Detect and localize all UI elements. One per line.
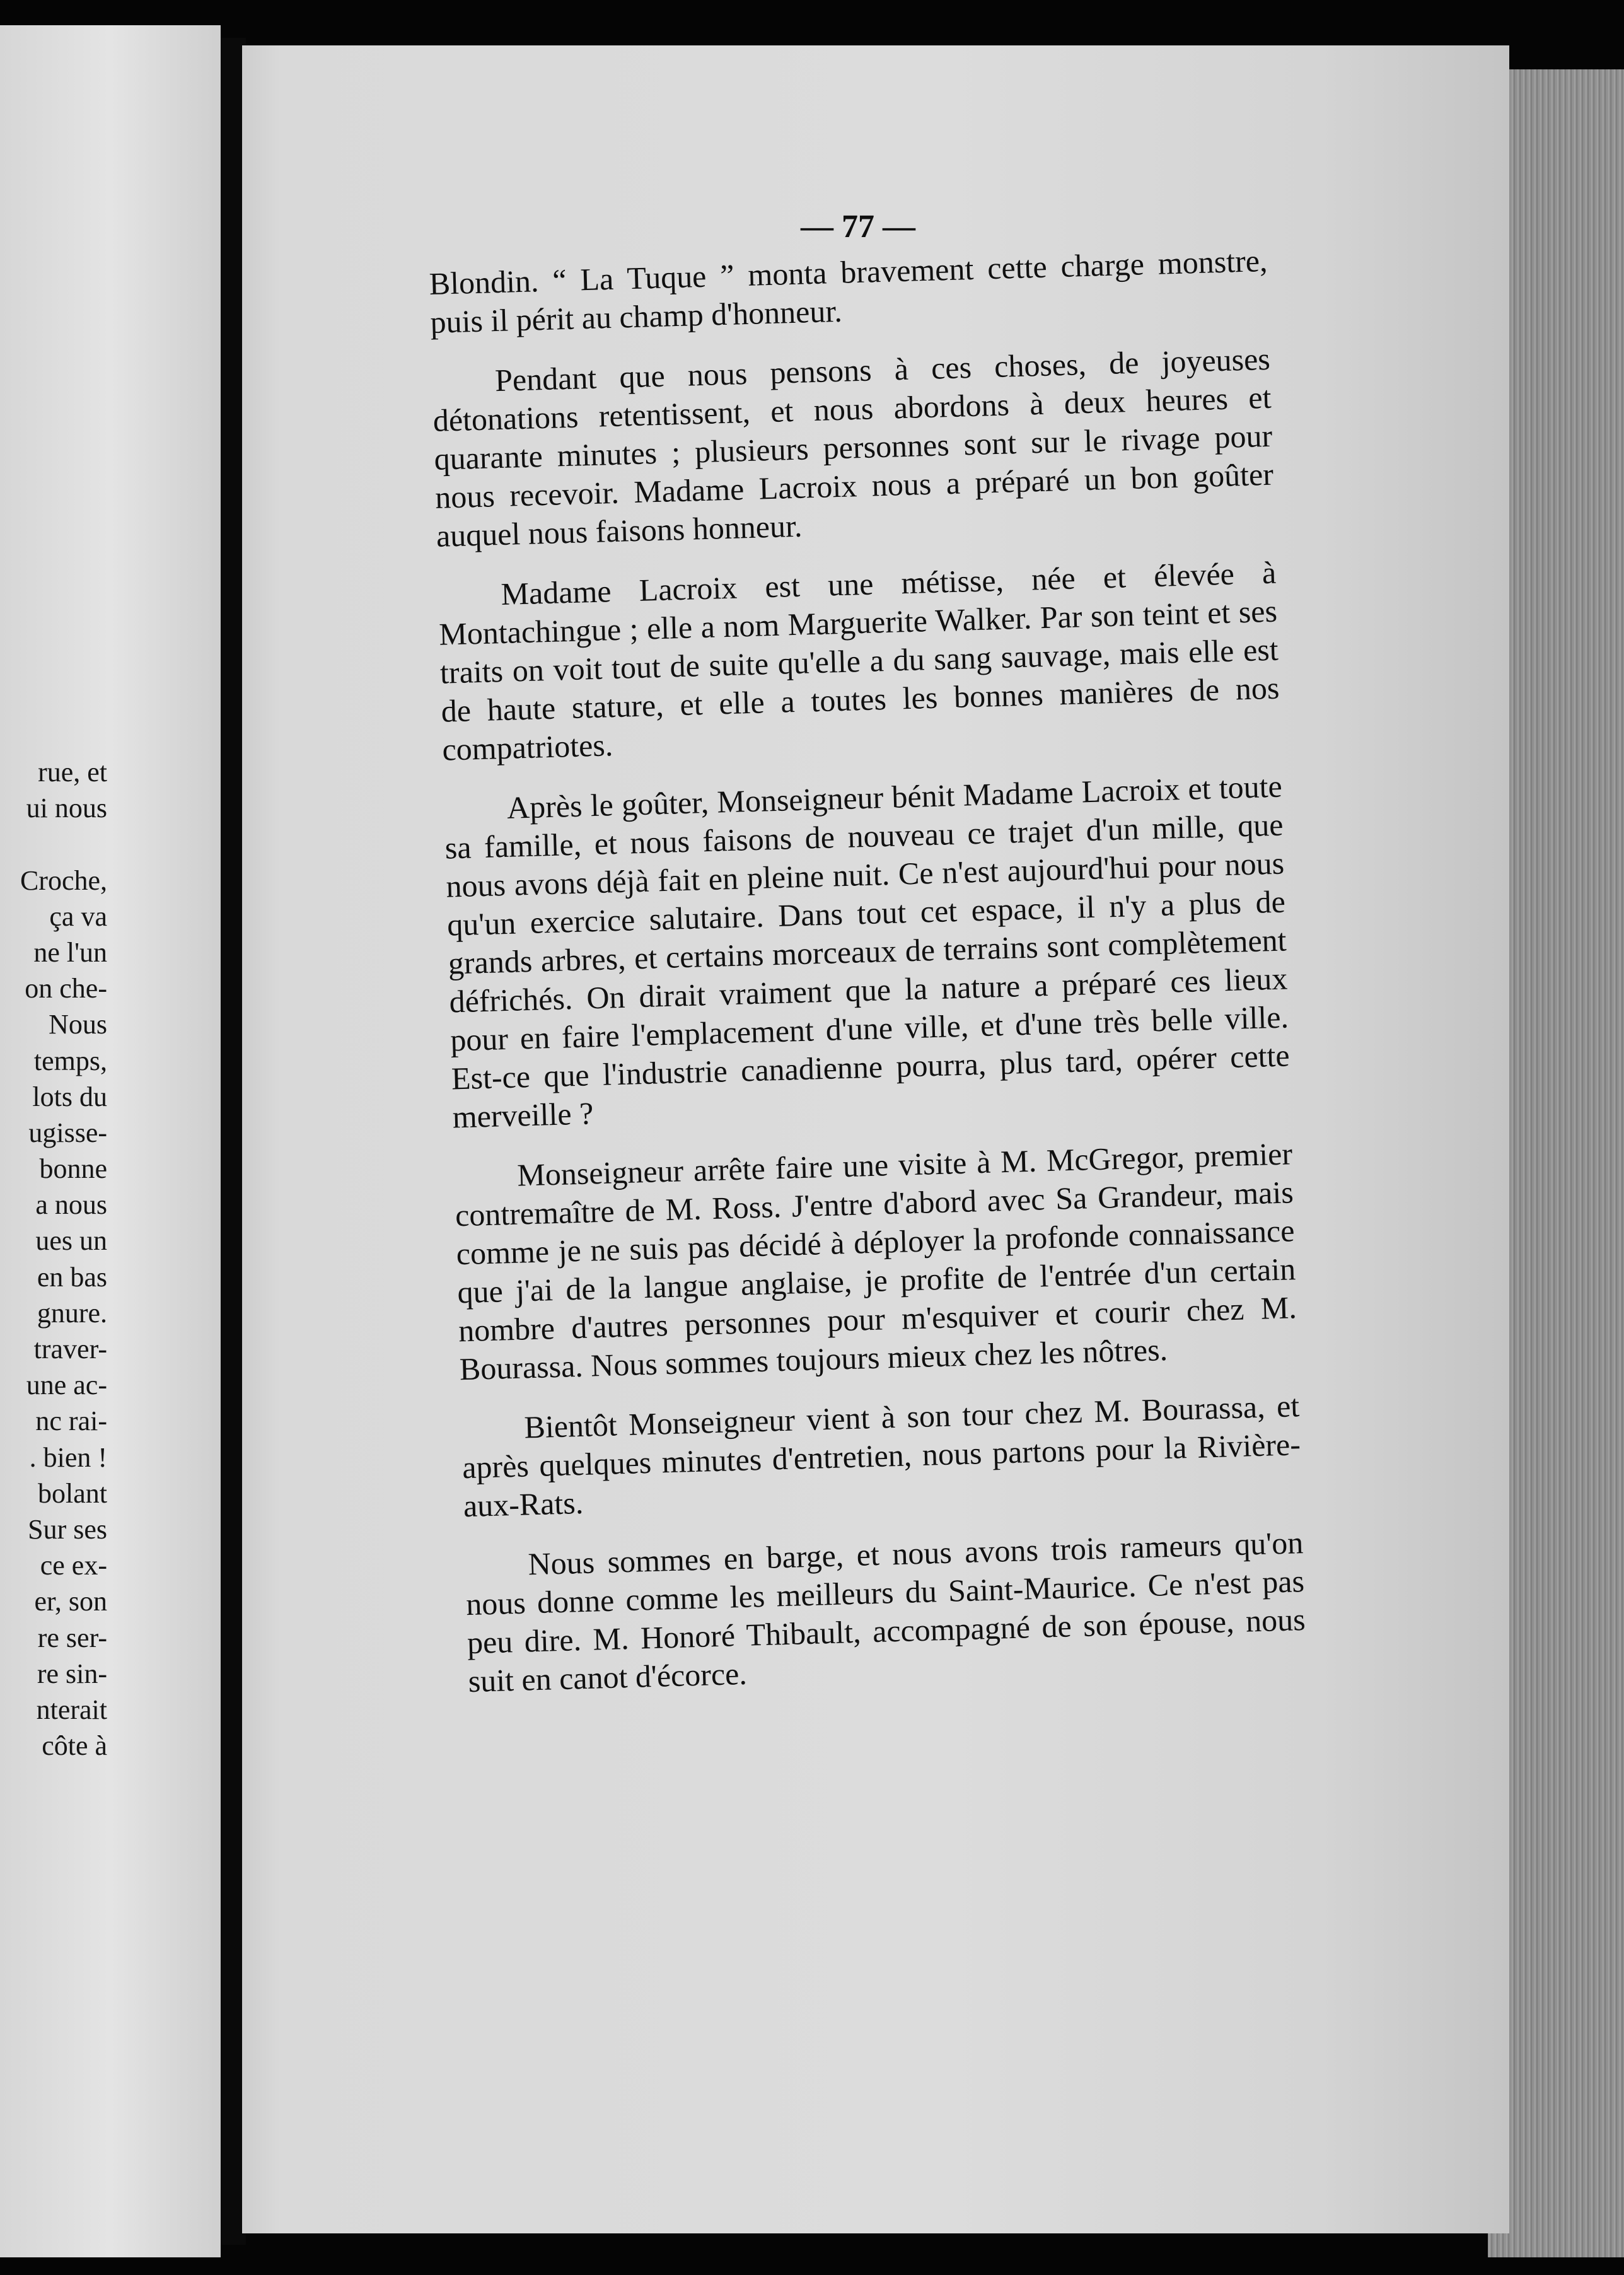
left-fragment-line: on che- [25, 973, 107, 1004]
left-fragment-line: er, son [34, 1586, 107, 1617]
left-fragment-line: traver- [33, 1334, 107, 1364]
left-fragment-line: gnure. [37, 1297, 107, 1329]
left-fragment-line: ui nous [26, 793, 107, 824]
left-fragment-line: Sur ses [28, 1513, 107, 1545]
left-fragment-line: côte à [42, 1730, 107, 1762]
left-page-text-fragments [0, 754, 107, 1764]
left-fragment-line: bonne [39, 1153, 107, 1185]
left-fragment-line: une ac- [26, 1370, 107, 1401]
paragraph: Bientôt Monseigneur vient à son tour chez M. Bourassa, et après quelques minutes d'entretien, nous partons pour la Rivière-aux-Rats. [461, 1388, 1301, 1524]
left-fragment-line: lots du [32, 1081, 107, 1112]
paragraph: Pendant que nous pensons à ces choses, de joyeuses détonations retentissent, et nous abordons à deux heures et quarante minutes ; plusieurs personnes sont sur le rivage pour nous recevoir. Madame Lacroix nous a préparé un bon goûter auquel nous faisons honneur. [432, 340, 1274, 554]
left-fragment-line: rue, et [38, 757, 107, 788]
paragraph: Blondin. “ La Tuque ” monta bravement cette charge monstre, puis il périt au champ d'honneur. [429, 242, 1268, 340]
left-fragment-line: ne l'un [33, 936, 107, 968]
paragraph: Madame Lacroix est une métisse, née et élevée à Montachingue ; elle a nom Marguerite Walker. Par son teint et ses traits on voit tout de suite qu'elle a du sang sauvage, mais elle est de haute stature, et elle a toutes les bonnes manières de nos compatriotes. [438, 554, 1280, 767]
left-fragment-line: Croche, [20, 864, 107, 896]
left-fragment-line: nterait [36, 1694, 107, 1725]
paragraph: Après le goûter, Monseigneur bénit Madame Lacroix et toute sa famille, et nous faisons de nouveau ce trajet d'un mille, que nous avons déjà fait en pleine nuit. Ce n'est aujourd'hui pour nous qu'un exercice salutaire. Dans tout cet espace, il n'y a plus de grands arbres, et certains morceaux de terrains sont complètement défrichés. On dirait vraiment que la nature a préparé ces lieux pour en faire l'emplacement d'une ville, et d'une très belle ville. Est-ce que l'industrie canadienne pourra, plus tard, opérer cette merveille ? [444, 768, 1290, 1135]
left-fragment-line: re sin- [37, 1658, 107, 1689]
left-fragment-line: . bien ! [29, 1441, 107, 1473]
left-fragment-line: Nous [49, 1009, 107, 1040]
left-fragment-line: temps, [33, 1045, 107, 1076]
left-fragment-line: ugisse- [28, 1117, 107, 1148]
left-fragment-line: ce ex- [40, 1550, 107, 1581]
left-fragment-line: re ser- [37, 1622, 107, 1653]
paragraph: Nous sommes en barge, et nous avons trois rameurs qu'on nous donne comme les meilleurs du Saint-Maurice. Ce n'est pas peu dire. M. Honoré Thibault, accompagné de son épouse, nous suit en canot d'écorce. [465, 1525, 1306, 1699]
left-fragment-line: ça va [49, 900, 107, 932]
left-fragment-line: en bas [37, 1261, 107, 1293]
left-fragment-line: bolant [38, 1477, 107, 1509]
page-number: — 77 — [801, 209, 915, 245]
page-body-text [429, 241, 1308, 1722]
left-fragment-line: ues un [35, 1225, 107, 1257]
paragraph: Monseigneur arrête faire une visite à M. McGregor, premier contremaître de M. Ross. J'entre d'abord avec Sa Grandeur, mais comme je ne suis pas décidé à déployer la profonde connaissance que j'ai de la langue anglaise, je profite de l'entrée d'un certain nombre d'autres personnes pour m'esquiver et courir chez M. Bourassa. Nous sommes toujours mieux chez les nôtres. [455, 1136, 1297, 1387]
left-fragment-line: a nous [35, 1189, 107, 1221]
left-fragment-line: nc rai- [35, 1405, 107, 1437]
left-fragment-gap [0, 826, 107, 862]
